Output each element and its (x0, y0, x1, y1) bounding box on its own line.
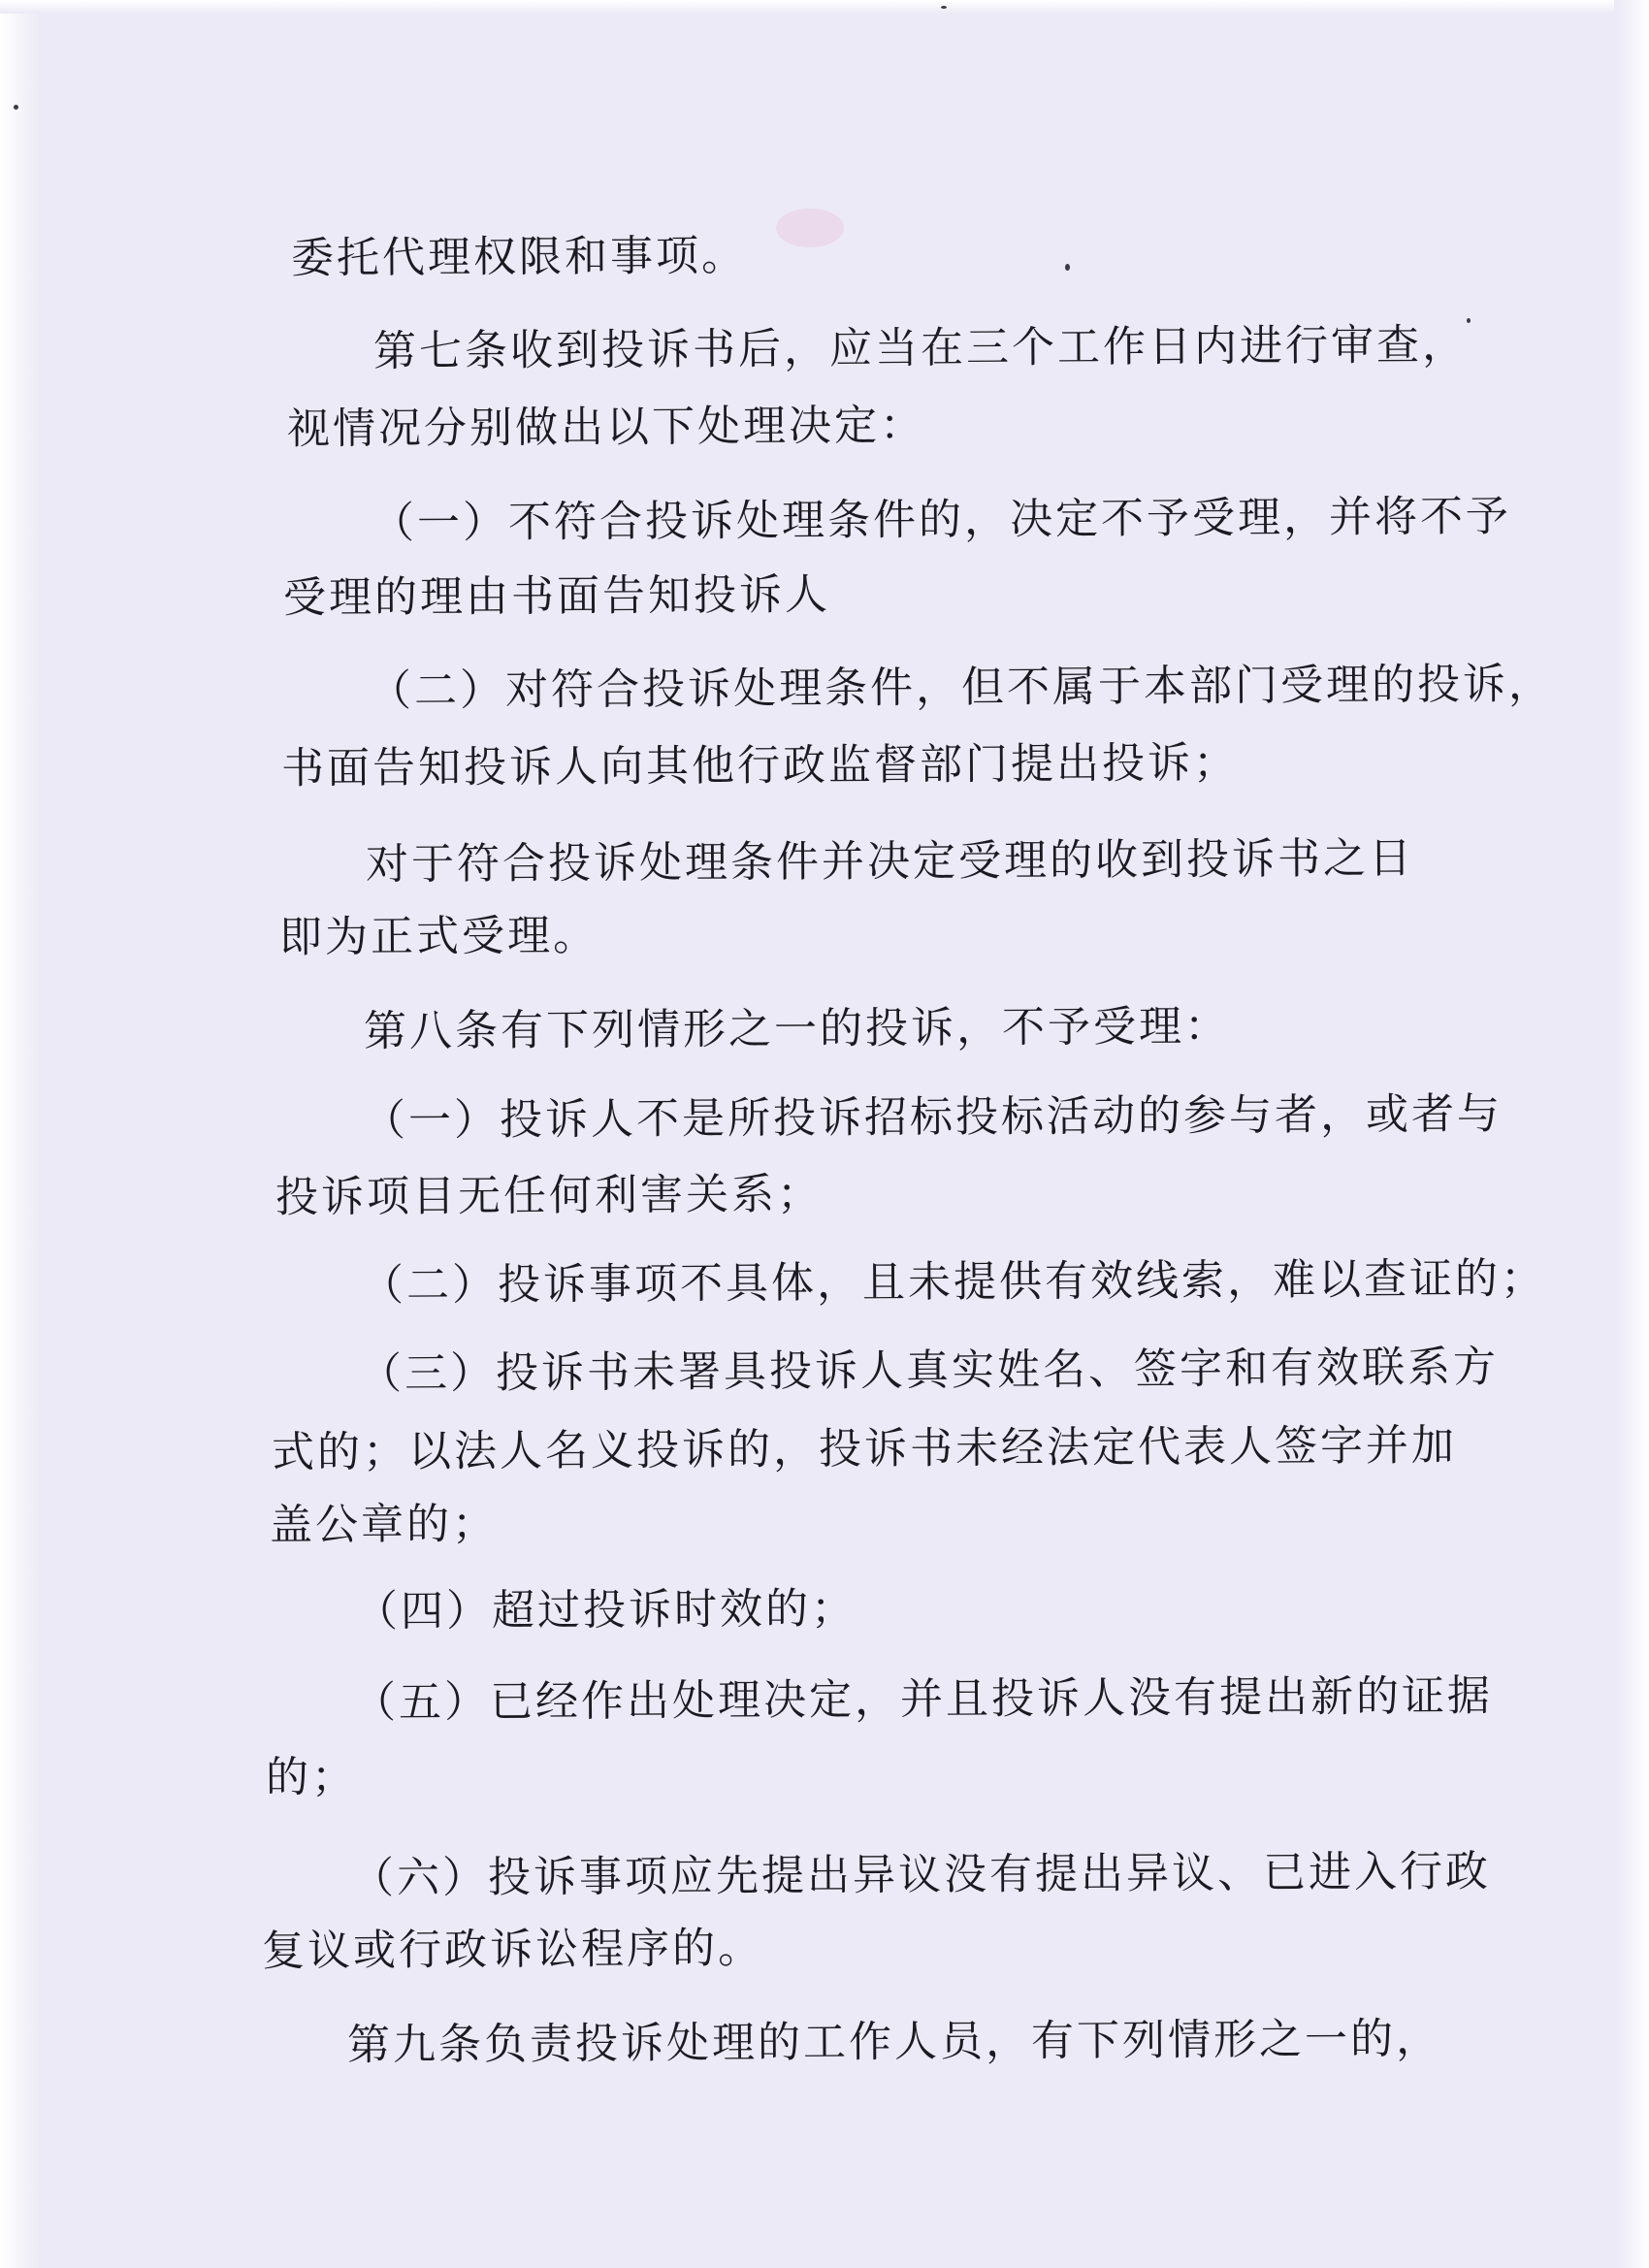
text-line: 盖公章的； (269, 1499, 499, 1550)
scan-edge-right (1614, 0, 1649, 2268)
text-line: 式的；以法人名义投诉的，投诉书未经法定代表人签字并加 (271, 1420, 1458, 1477)
ink-smudge (776, 209, 844, 247)
dust-speck (14, 105, 18, 110)
text-line: （四）超过投诉时效的； (354, 1583, 857, 1636)
text-line: （三）投诉书未署具投诉人真实姓名、签字和有效联系方 (358, 1342, 1500, 1399)
text-line: 即为正式受理。 (278, 910, 599, 962)
text-line: 委托代理权限和事项。 (290, 231, 748, 283)
text-line: 投诉项目无任何利害关系； (275, 1169, 824, 1222)
text-line: （二）对符合投诉处理条件，但不属于本部门受理的投诉， (368, 659, 1555, 716)
text-line: 受理的理由书面告知投诉人 (282, 569, 831, 623)
text-line: 第八条有下列情形之一的投诉，不予受理： (363, 1001, 1231, 1056)
text-line: 第七条收到投诉书后，应当在三个工作日内进行审查， (372, 320, 1469, 376)
text-line: 视情况分别做出以下处理决定： (286, 400, 926, 454)
text-line: （六）投诉事项应先提出异议没有提出异议、已进入行政 (350, 1846, 1492, 1903)
scan-edge-left (0, 0, 41, 2268)
text-line: （二）投诉事项不具体，且未提供有效线索，难以查证的； (360, 1253, 1547, 1311)
text-line: （一）不符合投诉处理条件的，决定不予受理，并将不予 (371, 491, 1512, 548)
text-line: 第九条负责投诉处理的工作人员，有下列情形之一的， (346, 2014, 1442, 2070)
text-line: 书面告知投诉人向其他行政监督部门提出投诉； (280, 737, 1240, 794)
dust-speck (1065, 264, 1070, 271)
text-line: 对于符合投诉处理条件并决定受理的收到投诉书之日 (365, 833, 1415, 890)
text-line: 的； (265, 1752, 358, 1802)
dust-speck (941, 6, 947, 9)
text-line: （一）投诉人不是所投诉招标投标活动的参与者，或者与 (362, 1088, 1504, 1146)
text-line: （五）已经作出处理决定，并且投诉人没有提出新的证据 (352, 1670, 1494, 1728)
scan-edge-top (0, 0, 1649, 14)
text-line: 复议或行政诉讼程序的。 (261, 1923, 764, 1976)
